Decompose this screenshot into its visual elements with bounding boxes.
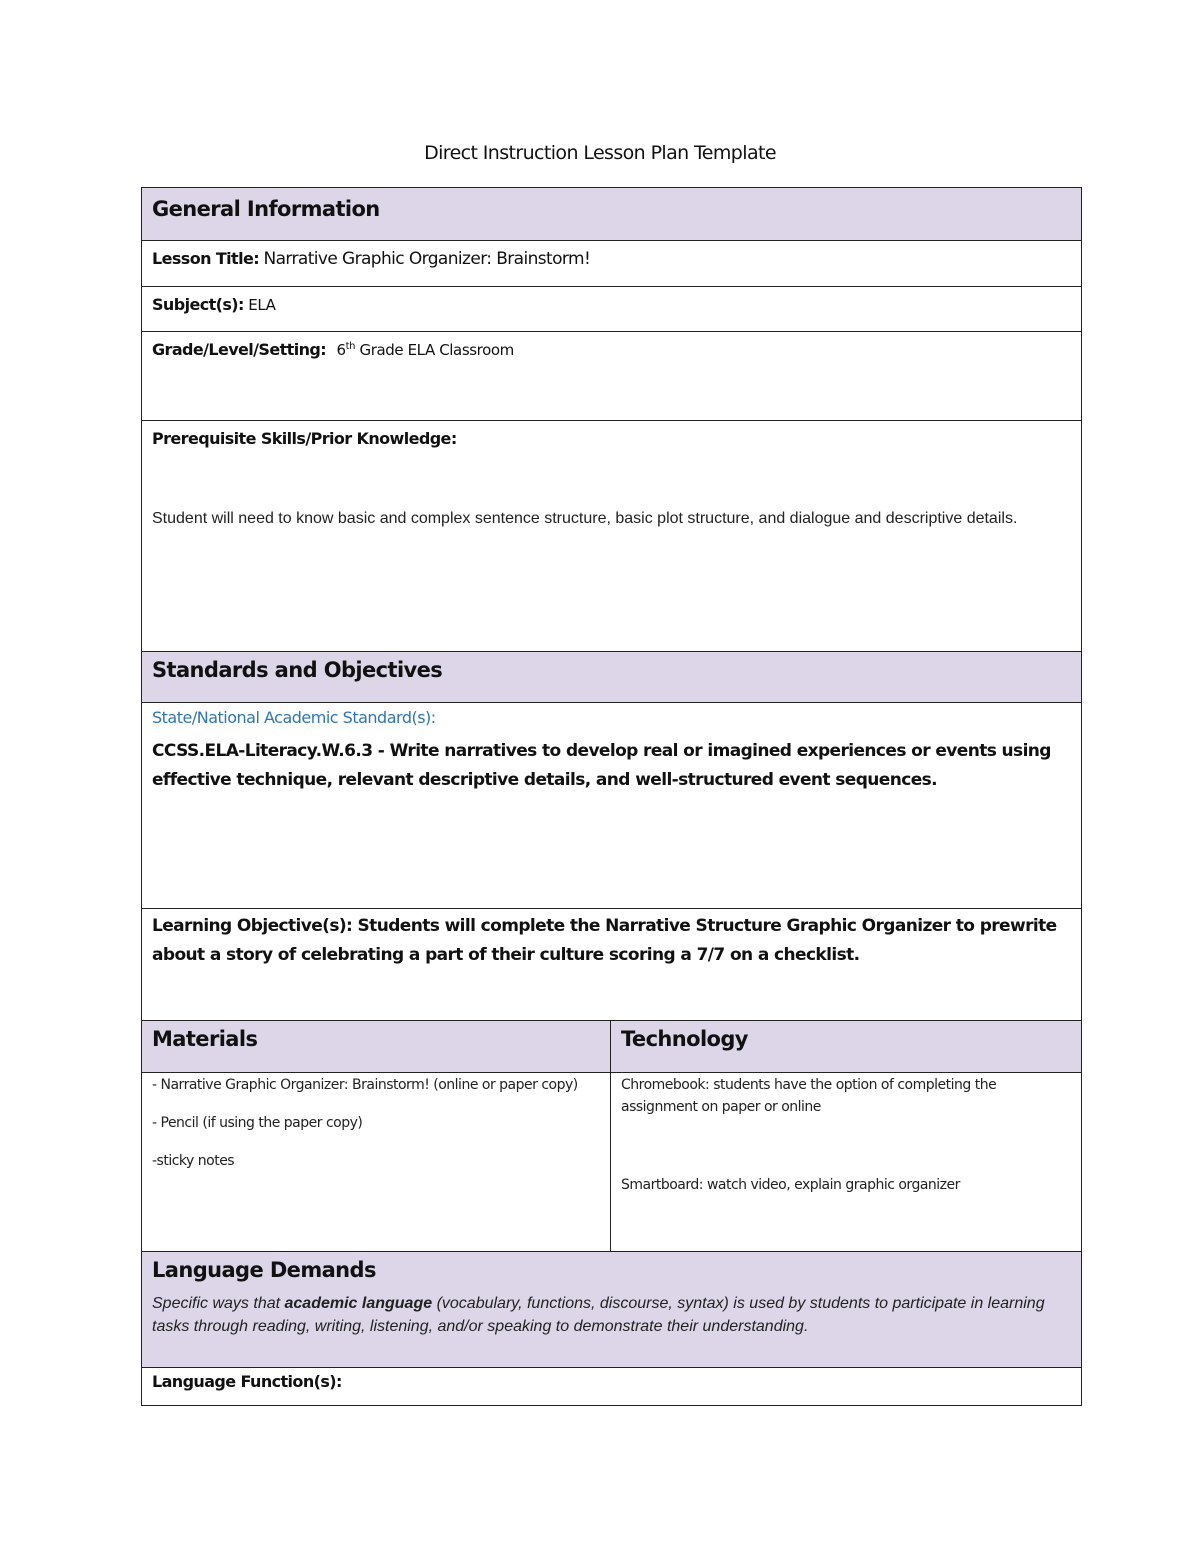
lesson-title-value: Narrative Graphic Organizer: Brainstorm! — [263, 249, 591, 269]
materials-header-cell — [142, 1021, 611, 1073]
subjects-cell — [142, 287, 1082, 332]
objective-cell — [142, 909, 1082, 1021]
language-desc-before: Specific ways that — [152, 1295, 285, 1312]
subjects-row — [142, 287, 1082, 332]
grade-label: Grade/Level/Setting: — [152, 340, 327, 359]
prereq-cell — [142, 421, 1082, 652]
lesson-title-cell — [142, 241, 1082, 287]
objective-row — [142, 909, 1082, 1021]
technology-header-cell — [611, 1021, 1082, 1073]
language-desc-after: (vocabulary, functions, discourse, syntax) is used by students to participate in learning tasks through reading, writing, listening, and/or speaking to demonstrate their understanding. — [152, 1295, 1045, 1335]
technology-heading: Technology — [621, 1027, 748, 1051]
objective-text: Learning Objective(s): Students will complete the Narrative Structure Graphic Organizer to prewrite about a story of celebrating a part of their culture scoring a 7/7 on a checklist. — [152, 916, 1057, 965]
general-info-header-cell — [142, 188, 1082, 241]
materials-cell — [142, 1073, 611, 1252]
technology-item-1: Chromebook: students have the option of completing the assignment on paper or online — [621, 1077, 997, 1115]
lesson-title-label: Lesson Title: — [152, 249, 260, 268]
standard-text: CCSS.ELA-Literacy.W.6.3 - Write narratives to develop real or imagined experiences or events using effective technique, relevant descriptive details, and well-structured event sequences. — [152, 741, 1051, 790]
materials-item-3: -sticky notes — [152, 1153, 235, 1169]
materials-heading: Materials — [152, 1027, 258, 1051]
document-title: Direct Instruction Lesson Plan Template — [424, 142, 776, 164]
subjects-label: Subject(s): — [152, 295, 244, 314]
materials-item-1: - Narrative Graphic Organizer: Brainstorm! (online or paper copy) — [152, 1077, 578, 1093]
language-demands-row — [142, 1252, 1082, 1368]
standards-header-row — [142, 652, 1082, 703]
technology-cell — [611, 1073, 1082, 1252]
general-info-heading: General Information — [152, 197, 380, 221]
grade-setting: Grade ELA Classroom — [359, 341, 514, 359]
grade-row — [142, 332, 1082, 421]
lesson-title-row — [142, 241, 1082, 287]
grade-suffix: th — [345, 341, 356, 352]
prereq-label: Prerequisite Skills/Prior Knowledge: — [152, 429, 457, 448]
prereq-row — [142, 421, 1082, 652]
materials-technology-header-row — [142, 1021, 1082, 1073]
lesson-plan-table — [141, 187, 1082, 1406]
standard-label: State/National Academic Standard(s): — [152, 708, 436, 727]
standards-header-cell — [142, 652, 1082, 703]
language-function-label: Language Function(s): — [152, 1372, 342, 1391]
general-info-header-row — [142, 188, 1082, 241]
language-desc-bold: academic language — [284, 1295, 433, 1312]
language-demands-cell — [142, 1252, 1082, 1368]
language-function-cell — [142, 1368, 1082, 1406]
grade-number: 6 — [336, 341, 346, 359]
prereq-text: Student will need to know basic and complex sentence structure, basic plot structure, and dialogue and descriptive details. — [152, 510, 1018, 527]
subjects-value: ELA — [248, 296, 276, 314]
language-demands-heading: Language Demands — [152, 1258, 376, 1282]
standard-row — [142, 703, 1082, 909]
technology-item-2: Smartboard: watch video, explain graphic organizer — [621, 1177, 960, 1193]
grade-cell — [142, 332, 1082, 421]
language-demands-description — [152, 1292, 1071, 1338]
standard-cell — [142, 703, 1082, 909]
language-function-row — [142, 1368, 1082, 1406]
materials-technology-row — [142, 1073, 1082, 1252]
standards-heading: Standards and Objectives — [152, 658, 443, 682]
materials-item-2: - Pencil (if using the paper copy) — [152, 1115, 363, 1131]
grade-value — [336, 341, 513, 359]
